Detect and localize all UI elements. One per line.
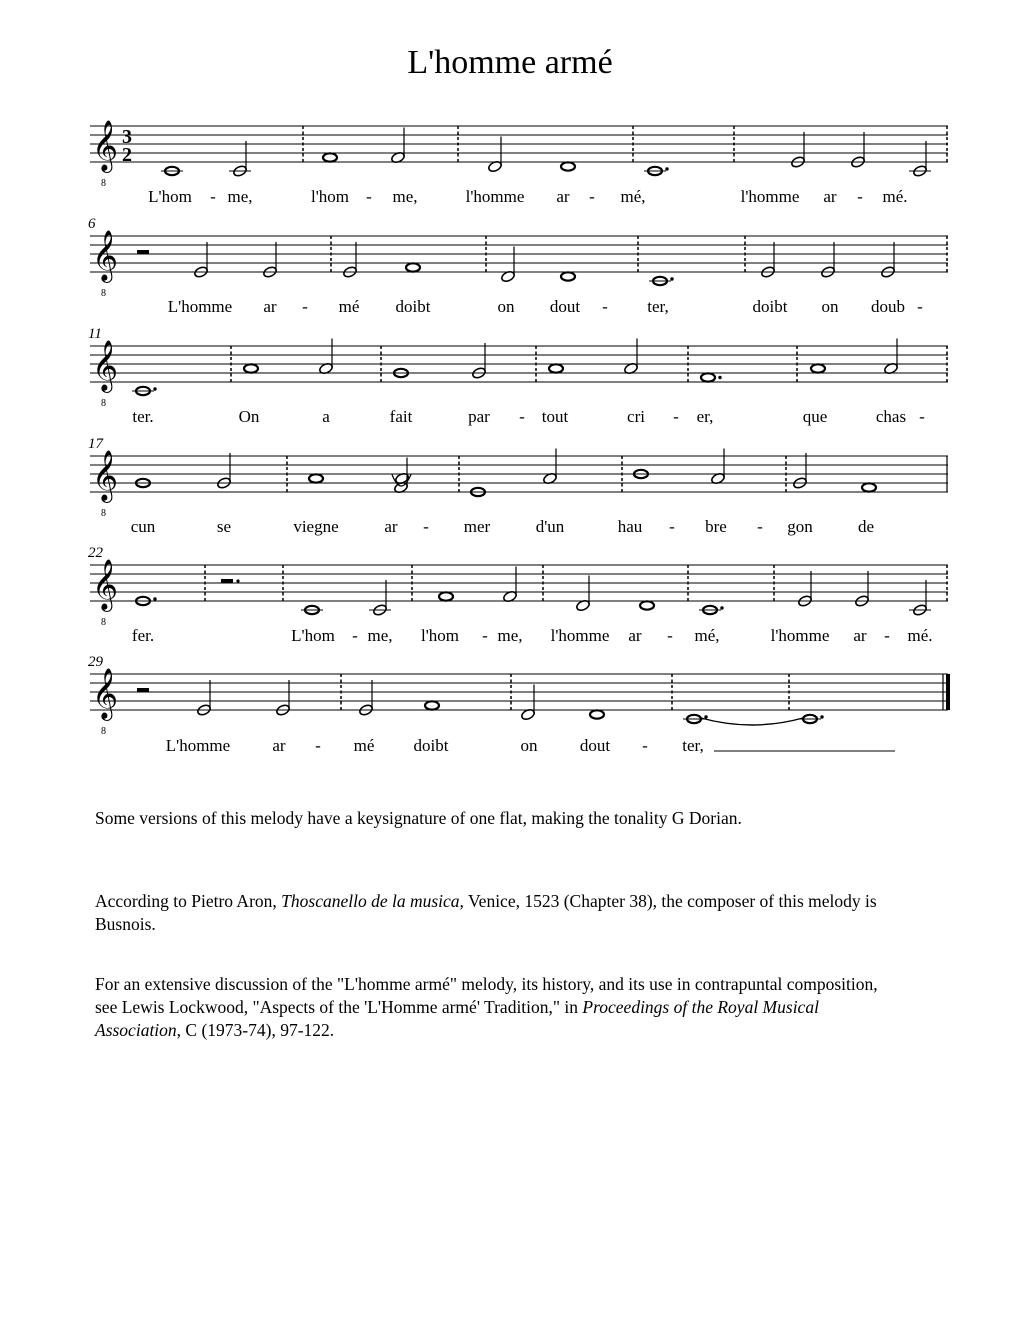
lyric-syllable: - — [757, 517, 763, 536]
whole-note — [561, 162, 575, 170]
lyric-syllable: on — [821, 297, 839, 316]
treble-clef-icon: 𝄞 — [92, 668, 119, 719]
staff-system-4 — [88, 436, 948, 536]
whole-note — [549, 364, 563, 372]
lyric-syllable: mé — [353, 736, 375, 755]
dot — [704, 715, 707, 718]
lyric-syllable: mé — [338, 297, 360, 316]
lyric-syllable: a — [322, 407, 330, 426]
lyric-syllable: me, — [367, 626, 393, 645]
whole-note — [701, 373, 715, 381]
lyric-syllable: - — [917, 297, 923, 316]
lyric-syllable: que — [802, 407, 828, 426]
lyric-syllable: - — [423, 517, 429, 536]
measure-number: 29 — [88, 654, 103, 670]
staff-system-1 — [90, 120, 948, 206]
octave-8-marker: 8 — [101, 288, 106, 299]
whole-note — [244, 364, 258, 372]
lyric-syllable: me, — [392, 187, 418, 206]
lyric-syllable: - — [673, 407, 679, 426]
lyric-syllable: doibt — [752, 297, 788, 316]
final-barline-thick — [946, 674, 950, 710]
lyric-syllable: ar — [853, 626, 867, 645]
whole-note — [811, 364, 825, 372]
lyric-syllable: dout — [579, 736, 611, 755]
note-key-signature — [95, 807, 895, 830]
lyric-syllable: par — [468, 407, 490, 426]
lyric-syllable: L'hom — [148, 187, 192, 206]
lyric-syllable: er, — [696, 407, 714, 426]
lyric-syllable: l'hom — [310, 187, 350, 206]
lyric-syllable: de — [857, 517, 875, 536]
lyric-syllable: fait — [389, 407, 413, 426]
lyric-syllable: mer — [463, 517, 491, 536]
measure-number: 6 — [88, 216, 96, 232]
treble-clef-icon: 𝄞 — [92, 120, 119, 171]
lyric-syllable: On — [238, 407, 260, 426]
lyric-syllable: me, — [497, 626, 523, 645]
lyric-syllable: on — [497, 297, 515, 316]
lyric-syllable: doibt — [395, 297, 431, 316]
lyric-syllable: cun — [130, 517, 156, 536]
whole-note — [323, 153, 337, 161]
lyric-syllable: L'hom — [291, 626, 335, 645]
tie — [701, 718, 803, 725]
lyric-syllable: - — [884, 626, 890, 645]
note-reference-text-a: For an extensive discussion of the "L'homme armé" melody, its history, and its use in contrapuntal composition, see Lewis Lockwood, "Aspects of the 'L'Homme armé' Tradition," in — [95, 974, 878, 1017]
treble-clef-icon: 𝄞 — [92, 559, 119, 610]
whole-note — [862, 483, 876, 491]
lyric-syllable: - — [602, 297, 608, 316]
lyric-syllable: mé, — [620, 187, 646, 206]
staff-system-6 — [88, 654, 950, 755]
measure-number: 11 — [88, 326, 102, 342]
note-composer-text-a: According to Pietro Aron, — [95, 891, 282, 911]
dot — [153, 597, 156, 600]
rest-dot — [236, 579, 239, 582]
note-key-signature-text: Some versions of this melody have a keysignature of one flat, making the tonality G Dorian. — [95, 808, 742, 828]
lyric-syllable: ar — [823, 187, 837, 206]
measure-number: 22 — [88, 545, 103, 561]
lyric-syllable: L'homme — [165, 736, 231, 755]
whole-note — [439, 592, 453, 600]
lyric-syllable: on — [520, 736, 538, 755]
lyric-syllable: ter, — [647, 297, 669, 316]
dot — [665, 167, 668, 170]
lyric-syllable: doub — [871, 297, 905, 316]
lyric-syllable: ter, — [682, 736, 704, 755]
treble-clef-icon: 𝄞 — [92, 340, 119, 391]
whole-note — [561, 272, 575, 280]
half-rest — [221, 579, 233, 583]
dot — [670, 277, 673, 280]
lyric-syllable: d'un — [535, 517, 565, 536]
half-rest — [137, 250, 149, 254]
lyric-syllable: dout — [549, 297, 581, 316]
lyric-syllable: mé. — [882, 187, 908, 206]
lyric-syllable: mé. — [907, 626, 933, 645]
lyric-syllable: l'homme — [465, 187, 525, 206]
lyric-syllable: ar — [628, 626, 642, 645]
lyric-syllable: - — [366, 187, 372, 206]
page-title: L'homme armé — [407, 44, 613, 81]
note-composer — [95, 890, 895, 936]
lyric-syllable: L'homme — [167, 297, 233, 316]
lyric-syllable: - — [315, 736, 321, 755]
whole-note — [309, 474, 323, 482]
staff-system-2 — [88, 216, 948, 316]
lyric-syllable: ar — [263, 297, 277, 316]
dot — [153, 387, 156, 390]
lyric-syllable: ar — [556, 187, 570, 206]
note-composer-book-title: Thoscanello de la musica — [281, 891, 460, 911]
note-reference-text-c: , C (1973-74), 97-122. — [176, 1020, 335, 1040]
half-rest — [137, 688, 149, 692]
lyric-syllable: - — [302, 297, 308, 316]
lyric-syllable: tout — [541, 407, 569, 426]
whole-note — [425, 701, 439, 709]
lyric-syllable: viegne — [293, 517, 339, 536]
lyric-syllable: - — [210, 187, 216, 206]
measure-number: 17 — [88, 436, 103, 452]
treble-clef-icon: 𝄞 — [92, 230, 119, 281]
lyric-syllable: - — [919, 407, 925, 426]
lyric-syllable: l'hom — [420, 626, 460, 645]
lyric-syllable: mé, — [694, 626, 720, 645]
time-signature-bottom: 2 — [122, 144, 132, 166]
whole-note — [590, 710, 604, 718]
whole-note — [406, 263, 420, 271]
lyric-syllable: - — [642, 736, 648, 755]
lyric-syllable: ar — [272, 736, 286, 755]
staff-system-5 — [88, 545, 948, 645]
dot — [720, 606, 723, 609]
lyric-syllable: gon — [787, 517, 813, 536]
lyric-syllable: doibt — [413, 736, 449, 755]
note-composer-text-c: , Venice, 1523 (Chapter 38), the composer of this melody is Busnois. — [95, 891, 877, 934]
lyric-syllable: ar — [384, 517, 398, 536]
note-reference-journal: Proceedings of the Royal Musical Association — [95, 997, 819, 1040]
lyric-syllable: - — [857, 187, 863, 206]
lyric-syllable: hau — [617, 517, 643, 536]
octave-8-marker: 8 — [101, 617, 106, 628]
time-signature-top: 3 — [122, 126, 132, 148]
lyric-syllable: - — [352, 626, 358, 645]
octave-8-marker: 8 — [101, 726, 106, 737]
lyric-syllable: fer. — [131, 626, 155, 645]
lyric-syllable: l'homme — [740, 187, 800, 206]
note-reference — [95, 973, 895, 1042]
dot — [718, 376, 721, 379]
lyric-syllable: me, — [227, 187, 253, 206]
dot — [820, 715, 823, 718]
lyric-syllable: cri — [627, 407, 645, 426]
staff-system-3 — [88, 326, 948, 426]
lyric-syllable: bre — [705, 517, 727, 536]
lyric-syllable: - — [482, 626, 488, 645]
whole-note — [640, 601, 654, 609]
lyric-syllable: chas — [875, 407, 907, 426]
lyric-syllable: - — [519, 407, 525, 426]
lyric-syllable: - — [589, 187, 595, 206]
lyric-syllable: - — [667, 626, 673, 645]
lyric-syllable: l'homme — [550, 626, 610, 645]
octave-8-marker: 8 — [101, 398, 106, 409]
octave-8-marker: 8 — [101, 508, 106, 519]
treble-clef-icon: 𝄞 — [92, 450, 119, 501]
lyric-syllable: se — [216, 517, 232, 536]
lyric-syllable: l'homme — [770, 626, 830, 645]
lyric-syllable: ter. — [132, 407, 154, 426]
octave-8-marker: 8 — [101, 178, 106, 189]
lyric-syllable: - — [669, 517, 675, 536]
